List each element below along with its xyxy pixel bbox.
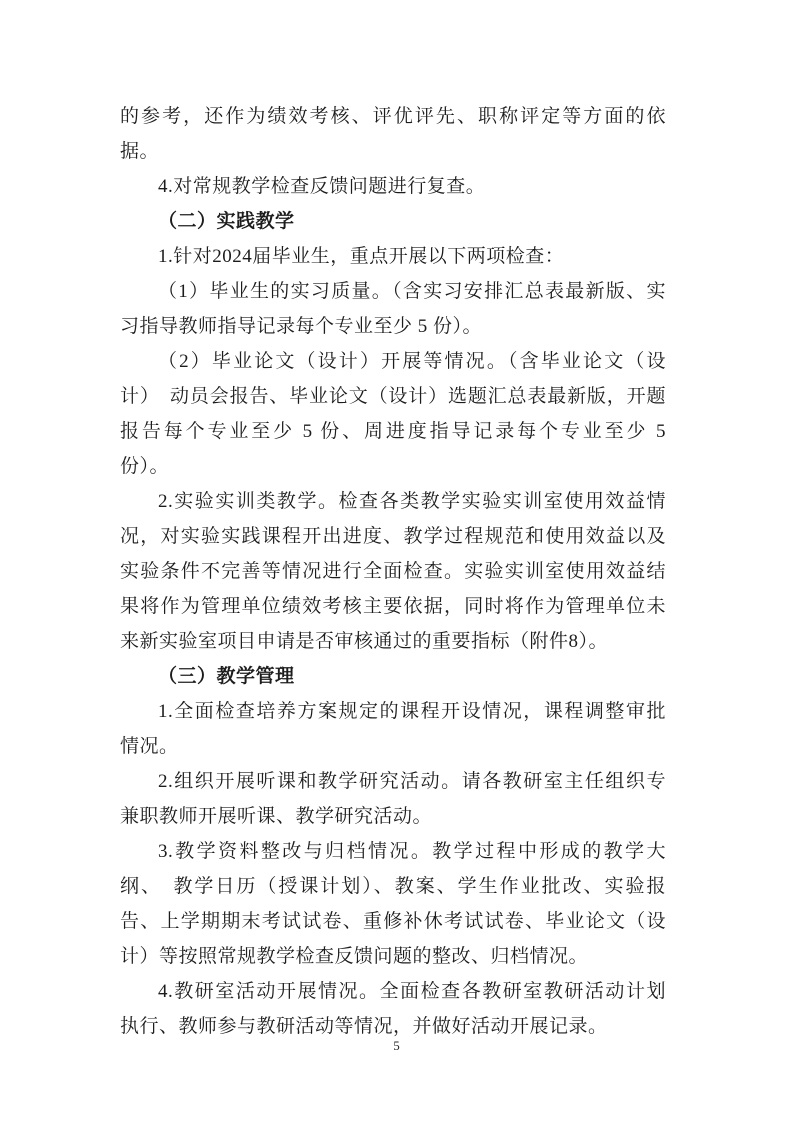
text-line: 3.教学资料整改与归档情况。教学过程中形成的教学大 [158, 841, 666, 862]
text-line: （1）毕业生的实习质量。（含实习安排汇总表最新版、实 [158, 281, 666, 302]
text-line: （2）毕业论文（设计）开展等情况。（含毕业论文（设 [158, 351, 666, 372]
text-line: 果将作为管理单位绩效考核主要依据，同时将作为管理单位未 [120, 596, 666, 617]
text-line: 习指导教师指导记录每个专业至少 5 份）。 [120, 316, 483, 337]
section-heading: （三）教学管理 [158, 666, 295, 687]
text-line: 实验条件不完善等情况进行全面检查。实验实训室使用效益结 [120, 561, 666, 582]
text-line: 4.对常规教学检查反馈问题进行复查。 [158, 176, 486, 197]
text-line: 执行、教师参与教研活动等情况，并做好活动开展记录。 [120, 1016, 608, 1037]
text-line: 情况。 [120, 736, 179, 757]
text-line: 兼职教师开展听课、教学研究活动。 [120, 806, 433, 827]
text-line: 计）等按照常规教学检查反馈问题的整改、归档情况。 [120, 946, 589, 967]
text-line: 份）。 [120, 456, 170, 477]
text-line: 据。 [120, 141, 160, 162]
document-body [120, 99, 666, 1044]
text-line: 1.针对2024届毕业生，重点开展以下两项检查： [158, 246, 565, 267]
text-line: 来新实验室项目申请是否审核通过的重要指标（附件8）。 [120, 631, 609, 652]
text-line: 纲、 教学日历（授课计划）、教案、学生作业批改、实验报 [120, 876, 666, 897]
text-line: 计） 动员会报告、毕业论文（设计）选题汇总表最新版，开题 [120, 386, 666, 407]
text-line: 告、上学期期末考试试卷、重修补休考试试卷、毕业论文（设 [120, 911, 666, 932]
text-line: 2.组织开展听课和教学研究活动。请各教研室主任组织专 [158, 771, 666, 792]
text-line: 2.实验实训类教学。检查各类教学实验实训室使用效益情 [158, 491, 666, 512]
text-line: 报告每个专业至少 5 份、周进度指导记录每个专业至少 5 [120, 421, 666, 442]
page-number: 5 [393, 1038, 400, 1053]
section-heading: （二）实践教学 [158, 211, 295, 232]
text-line: 况，对实验实践课程开出进度、教学过程规范和使用效益以及 [120, 526, 666, 547]
text-line: 1.全面检查培养方案规定的课程开设情况，课程调整审批 [158, 701, 666, 722]
text-line: 的参考，还作为绩效考核、评优评先、职称评定等方面的依 [120, 106, 666, 127]
text-line: 4.教研室活动开展情况。全面检查各教研室教研活动计划 [158, 981, 666, 1002]
